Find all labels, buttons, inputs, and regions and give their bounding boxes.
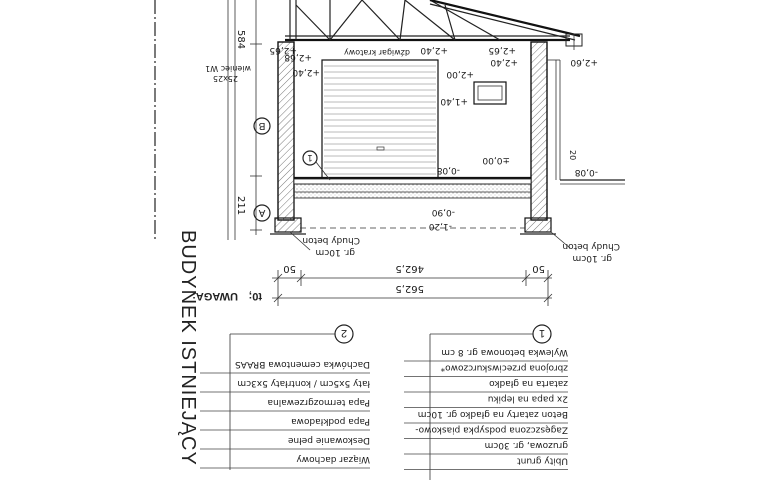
note-heading-text: UWAGA: <box>192 290 238 302</box>
lean-left-line2: gr. 10cm <box>315 247 355 257</box>
wall-note-line2: 25x25 <box>212 74 238 83</box>
dim-20: 20 <box>568 150 577 161</box>
level-right-265: +2,65 <box>488 45 516 55</box>
window <box>474 82 506 104</box>
layer-1-item: Zagęszczona podsypka piaskowo- <box>415 424 568 435</box>
foundation-left <box>270 218 306 234</box>
level-out-008: -0,08 <box>574 167 598 177</box>
bottom-dimensions <box>272 263 552 306</box>
layer-1-item: zbrojona przeciwskurczowo* <box>440 362 568 373</box>
level-left-240: +2,40 <box>292 67 320 77</box>
lean-right-line2: gr. 10cm <box>572 253 612 263</box>
level-ext-008: -0,08 <box>436 165 460 175</box>
layer-1-item: 2x papa na lepiku <box>487 393 568 404</box>
layer-1-item: gruzowa, gr. 30cm <box>484 440 568 450</box>
layer-list-2 <box>200 325 370 470</box>
layer-2-item: łaty 5x5cm / kontrłaty 5x3cm <box>237 378 370 388</box>
layer-1-item: Wylewka betonowa gr. 8 cm <box>441 347 568 357</box>
garage-door <box>322 60 438 178</box>
dim-right-50: 50 <box>532 263 545 274</box>
left-wall <box>278 42 294 220</box>
level-fnd-120: -1,20 <box>428 221 452 231</box>
layer-1-item: Ubity grunt <box>517 455 568 466</box>
layer-2-item: Papa termozgrzewalna <box>267 397 370 407</box>
truss-label: dźwigar kratowy <box>344 48 410 57</box>
level-left-265: +2,65 <box>269 45 297 55</box>
axis-label-b: B <box>258 120 266 131</box>
layer-list-2-number: 2 <box>340 327 348 339</box>
level-fnd-090: -0,90 <box>431 207 455 217</box>
dimension-211: 211 <box>235 196 246 216</box>
wall-note-line1: wieniec W1 <box>205 64 251 73</box>
lean-concrete-left <box>290 232 360 257</box>
level-truss-240: +2,40 <box>420 45 448 55</box>
lean-concrete-right <box>551 232 620 263</box>
level-sill-140: +1,40 <box>440 96 468 106</box>
note-heading <box>192 290 262 302</box>
dim-total: 562,5 <box>395 283 424 294</box>
lean-left-line1: Chudy beton <box>302 235 360 245</box>
layer-2-item: Deskowanie pełne <box>287 435 370 445</box>
level-lintel-200: +2,00 <box>446 69 474 79</box>
dim-mid: 462,5 <box>395 263 424 274</box>
layer-1-item: Beton zatarty na gładko gr. 10cm <box>417 409 568 419</box>
note-number: t0; <box>248 290 262 302</box>
dimension-584: 584 <box>235 30 246 50</box>
right-wall <box>531 42 547 220</box>
level-right-240: +2,40 <box>490 57 518 67</box>
layer-list-1 <box>404 325 568 480</box>
section-marker-1-label: 1 <box>307 153 313 163</box>
vertical-dimension <box>205 0 262 235</box>
lean-right-line1: Chudy beton <box>562 241 620 251</box>
level-floor-000: ±0,00 <box>482 155 510 165</box>
layer-list-1-number: 1 <box>538 327 546 339</box>
floor-slab <box>294 178 625 198</box>
dim-left-50: 50 <box>283 263 296 274</box>
layer-1-item: zatarta na gładko <box>489 378 568 388</box>
existing-building-label: BUDYNEK ISTNIEJĄCY <box>177 230 199 466</box>
layer-2-item: Papa podkładowa <box>291 416 370 426</box>
level-eave-260: +2,60 <box>570 57 598 67</box>
layer-2-item: Wiązar dachowy <box>296 454 370 464</box>
layer-2-item: Dachówka cementowa BRAAS <box>235 359 370 369</box>
foundation-right <box>520 218 556 234</box>
level-left-268: +2,68 <box>284 52 312 62</box>
axis-label-a: A <box>258 207 266 218</box>
